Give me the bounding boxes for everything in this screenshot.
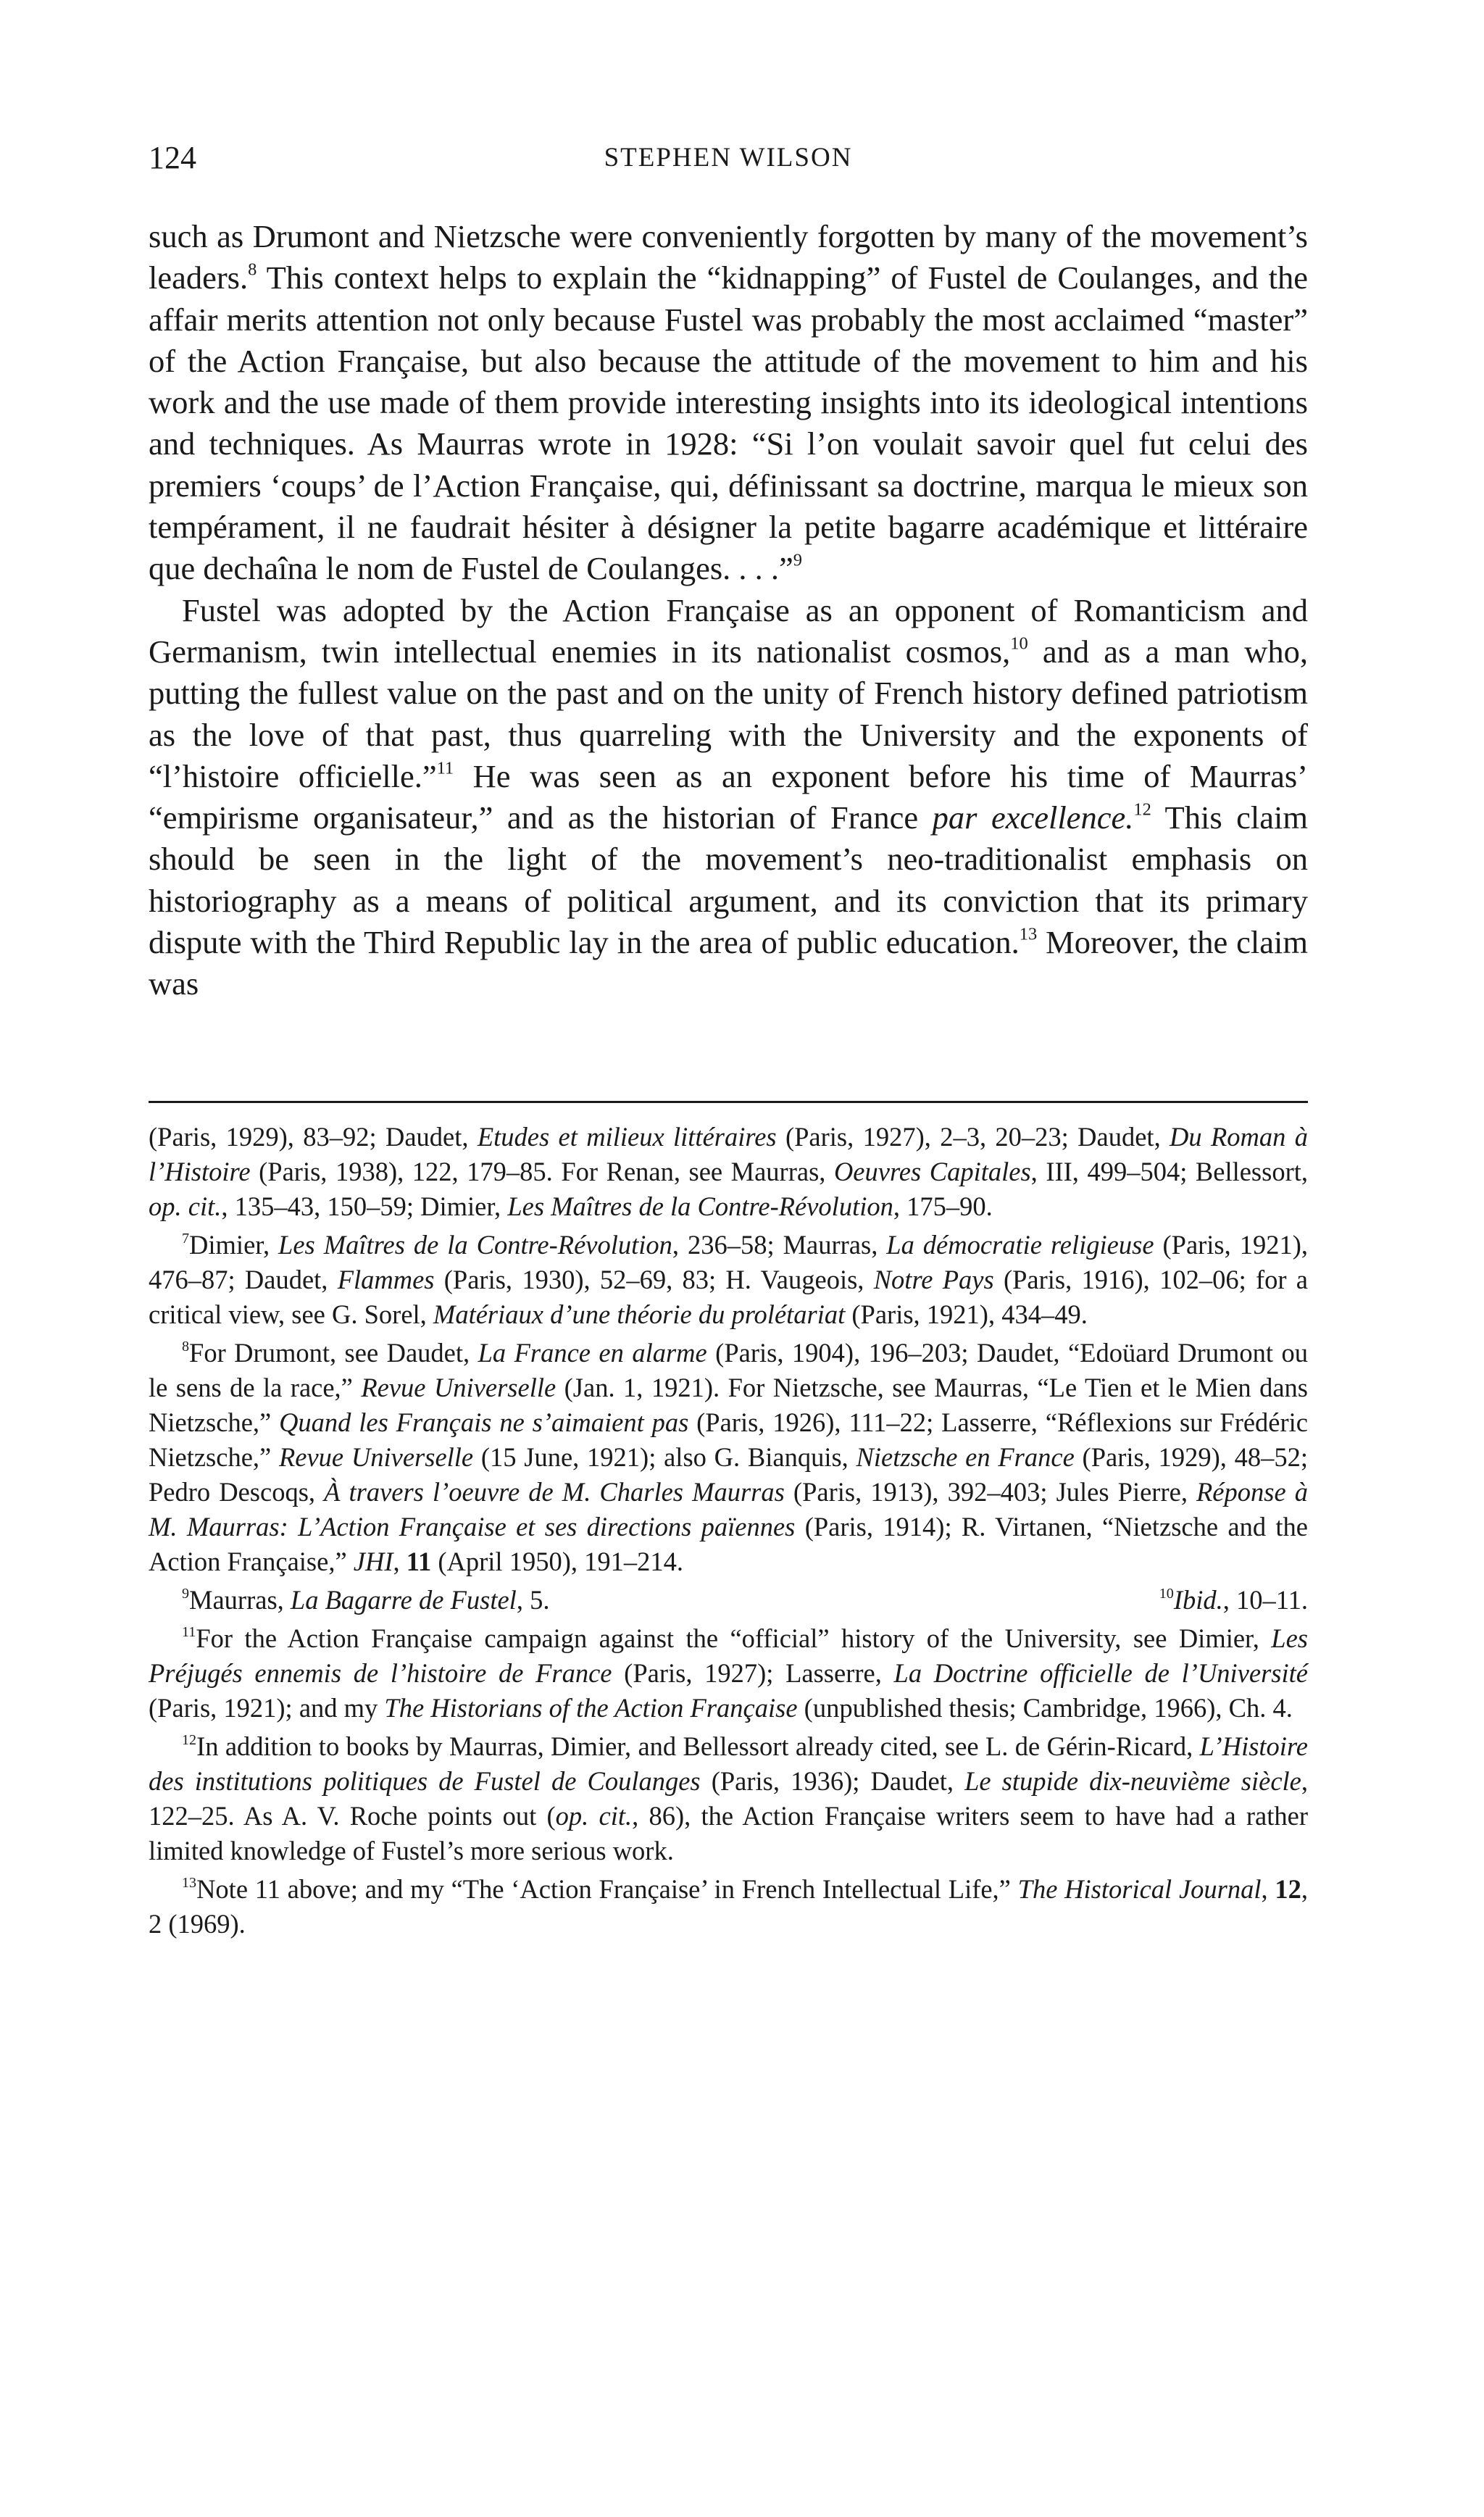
running-head: STEPHEN WILSON bbox=[604, 143, 853, 172]
footnote-ref-10: 10 bbox=[1010, 633, 1028, 654]
footnote-divider bbox=[149, 1101, 1308, 1103]
footnote-7: $^7$Dimier, Les Maîtres de la Contre-Révolution, 236–58; Maurras, La démocratie religieuse (Paris, 1921), 476–87; Daudet, Flammes (Paris, 1930), 52–69, 83; H. Vaugeois, Notre Pays (Paris, 1916), 102–06; for a critical view, see G. Sorel, Matériaux d’une théorie du prolétariat (Paris, 1921), 434–49. bbox=[149, 1230, 1308, 1329]
footnote-9: $^9$Maurras, La Bagarre de Fustel, 5. bbox=[182, 1585, 550, 1615]
footnote-continued: (Paris, 1929), 83–92; Daudet, Etudes et milieux littéraires (Paris, 1927), 2–3, 20–23; Daudet, Du Roman à l’Histoire (Paris, 1938), 122, 179–85. For Renan, see Maurras, Oeuvres Capitales, III, 499–504; Bellessort, op. cit., 135–43, 150–59; Dimier, Les Maîtres de la Contre-Révolution, 175–90. bbox=[149, 1122, 1309, 1221]
page-number: 124 bbox=[149, 140, 196, 175]
footnote-8: $^8$For Drumont, see Daudet, La France en alarme (Paris, 1904), 196–203; Daudet, “Edoüard Drumont ou le sens de la race,” Revue Universelle (Jan. 1, 1921). For Nietzsche, see Maurras, “Le Tien et le Mien dans Nietzsche,” Quand les Français ne s’aimaient pas (Paris, 1926), 111–22; Lasserre, “Réflexions sur Frédéric Nietzsche,” Revue Universelle (15 June, 1921); also G. Bianquis, Nietzsche en France (Paris, 1929), 48–52; Pedro Descoqs, À travers l’oeuvre de M. Charles Maurras (Paris, 1913), 392–403; Jules Pierre, Réponse à M. Maurras: L’Action Française et ses directions païennes (Paris, 1914); R. Virtanen, “Nietzsche and the Action Française,” JHI, 11 (April 1950), 191–214. bbox=[149, 1338, 1309, 1576]
paragraph-2: Fustel was adopted by the Action Française as an opponent of Romanticism and Germanism, twin intellectual enemies in its nationalist cosmos,$^{10}$ and as a man who, putting the fullest value on the past and on the unity of French history defined patriotism as the love of that past, thus quarreling with the University and the exponents of “l’histoire officielle.”$^{11}$ He was seen as an exponent before his time of Maurras’ “empirisme organisateur,” and as the historian of France par excellence.$^{12}$ This claim should be seen in the light of the movement’s neo-traditionalist emphasis on historiography as a means of political argument, and its conviction that its primary dispute with the Third Republic lay in the area of public education.$^{13}$ Moreover, the claim was bbox=[149, 591, 1309, 1002]
footnote-10: $^{10}$Ibid., 10–11. bbox=[1159, 1585, 1308, 1615]
footnote-ref-11: 11 bbox=[436, 758, 454, 778]
footnote-12: $^{12}$In addition to books by Maurras, Dimier, and Bellessort already cited, see L. de Gérin-Ricard, L’Histoire des institutions politiques de Fustel de Coulanges (Paris, 1936); Daudet, Le stupide dix-neuvième siècle, 122–25. As A. V. Roche points out (op. cit., 86), the Action Française writers seem to have had a rather limited knowledge of Fustel’s more serious work. bbox=[149, 1731, 1309, 1865]
page-header bbox=[149, 139, 1308, 183]
footnote-ref-12: 12 bbox=[1133, 799, 1151, 820]
paragraph-1: such as Drumont and Nietzsche were conveniently forgotten by many of the movement’s leaders.$^8$ This context helps to explain the “kidnapping” of Fustel de Coulanges, and the affair merits attention not only because Fustel was probably the most acclaimed “master” of the Action Française, but also because the attitude of the movement to him and his work and the use made of them provide interesting insights into its ideological intentions and techniques. As Maurras wrote in 1928: “Si l’on voulait savoir quel fut celui des premiers ‘coups’ de l’Action Française, qui, définissant sa doctrine, marqua le mieux son tempérament, il ne faudrait hésiter à désigner la petite bagarre académique et littéraire que dechaîna le nom de Fustel de Coulanges. . . .”$^9$ bbox=[149, 218, 1308, 587]
main-text bbox=[149, 216, 1308, 1005]
footnote-ref-8: 8 bbox=[248, 259, 257, 280]
footnote-ref-9: 9 bbox=[793, 551, 802, 571]
footnotes-9-10 bbox=[149, 1583, 1308, 1618]
footnote-11: $^{11}$For the Action Française campaign against the “official” history of the University, see Dimier, Les Préjugés ennemis de l’histoire de France (Paris, 1927); Lasserre, La Doctrine officielle de l’Université (Paris, 1921); and my The Historians of the Action Française (unpublished thesis; Cambridge, 1966), Ch. 4. bbox=[149, 1623, 1308, 1723]
footnotes bbox=[149, 1120, 1308, 1945]
footnote-13: $^{13}$Note 11 above; and my “The ‘Action Française’ in French Intellectual Life,” The Historical Journal, 12, 2 (1969). bbox=[149, 1874, 1309, 1939]
footnote-ref-13: 13 bbox=[1019, 924, 1038, 944]
